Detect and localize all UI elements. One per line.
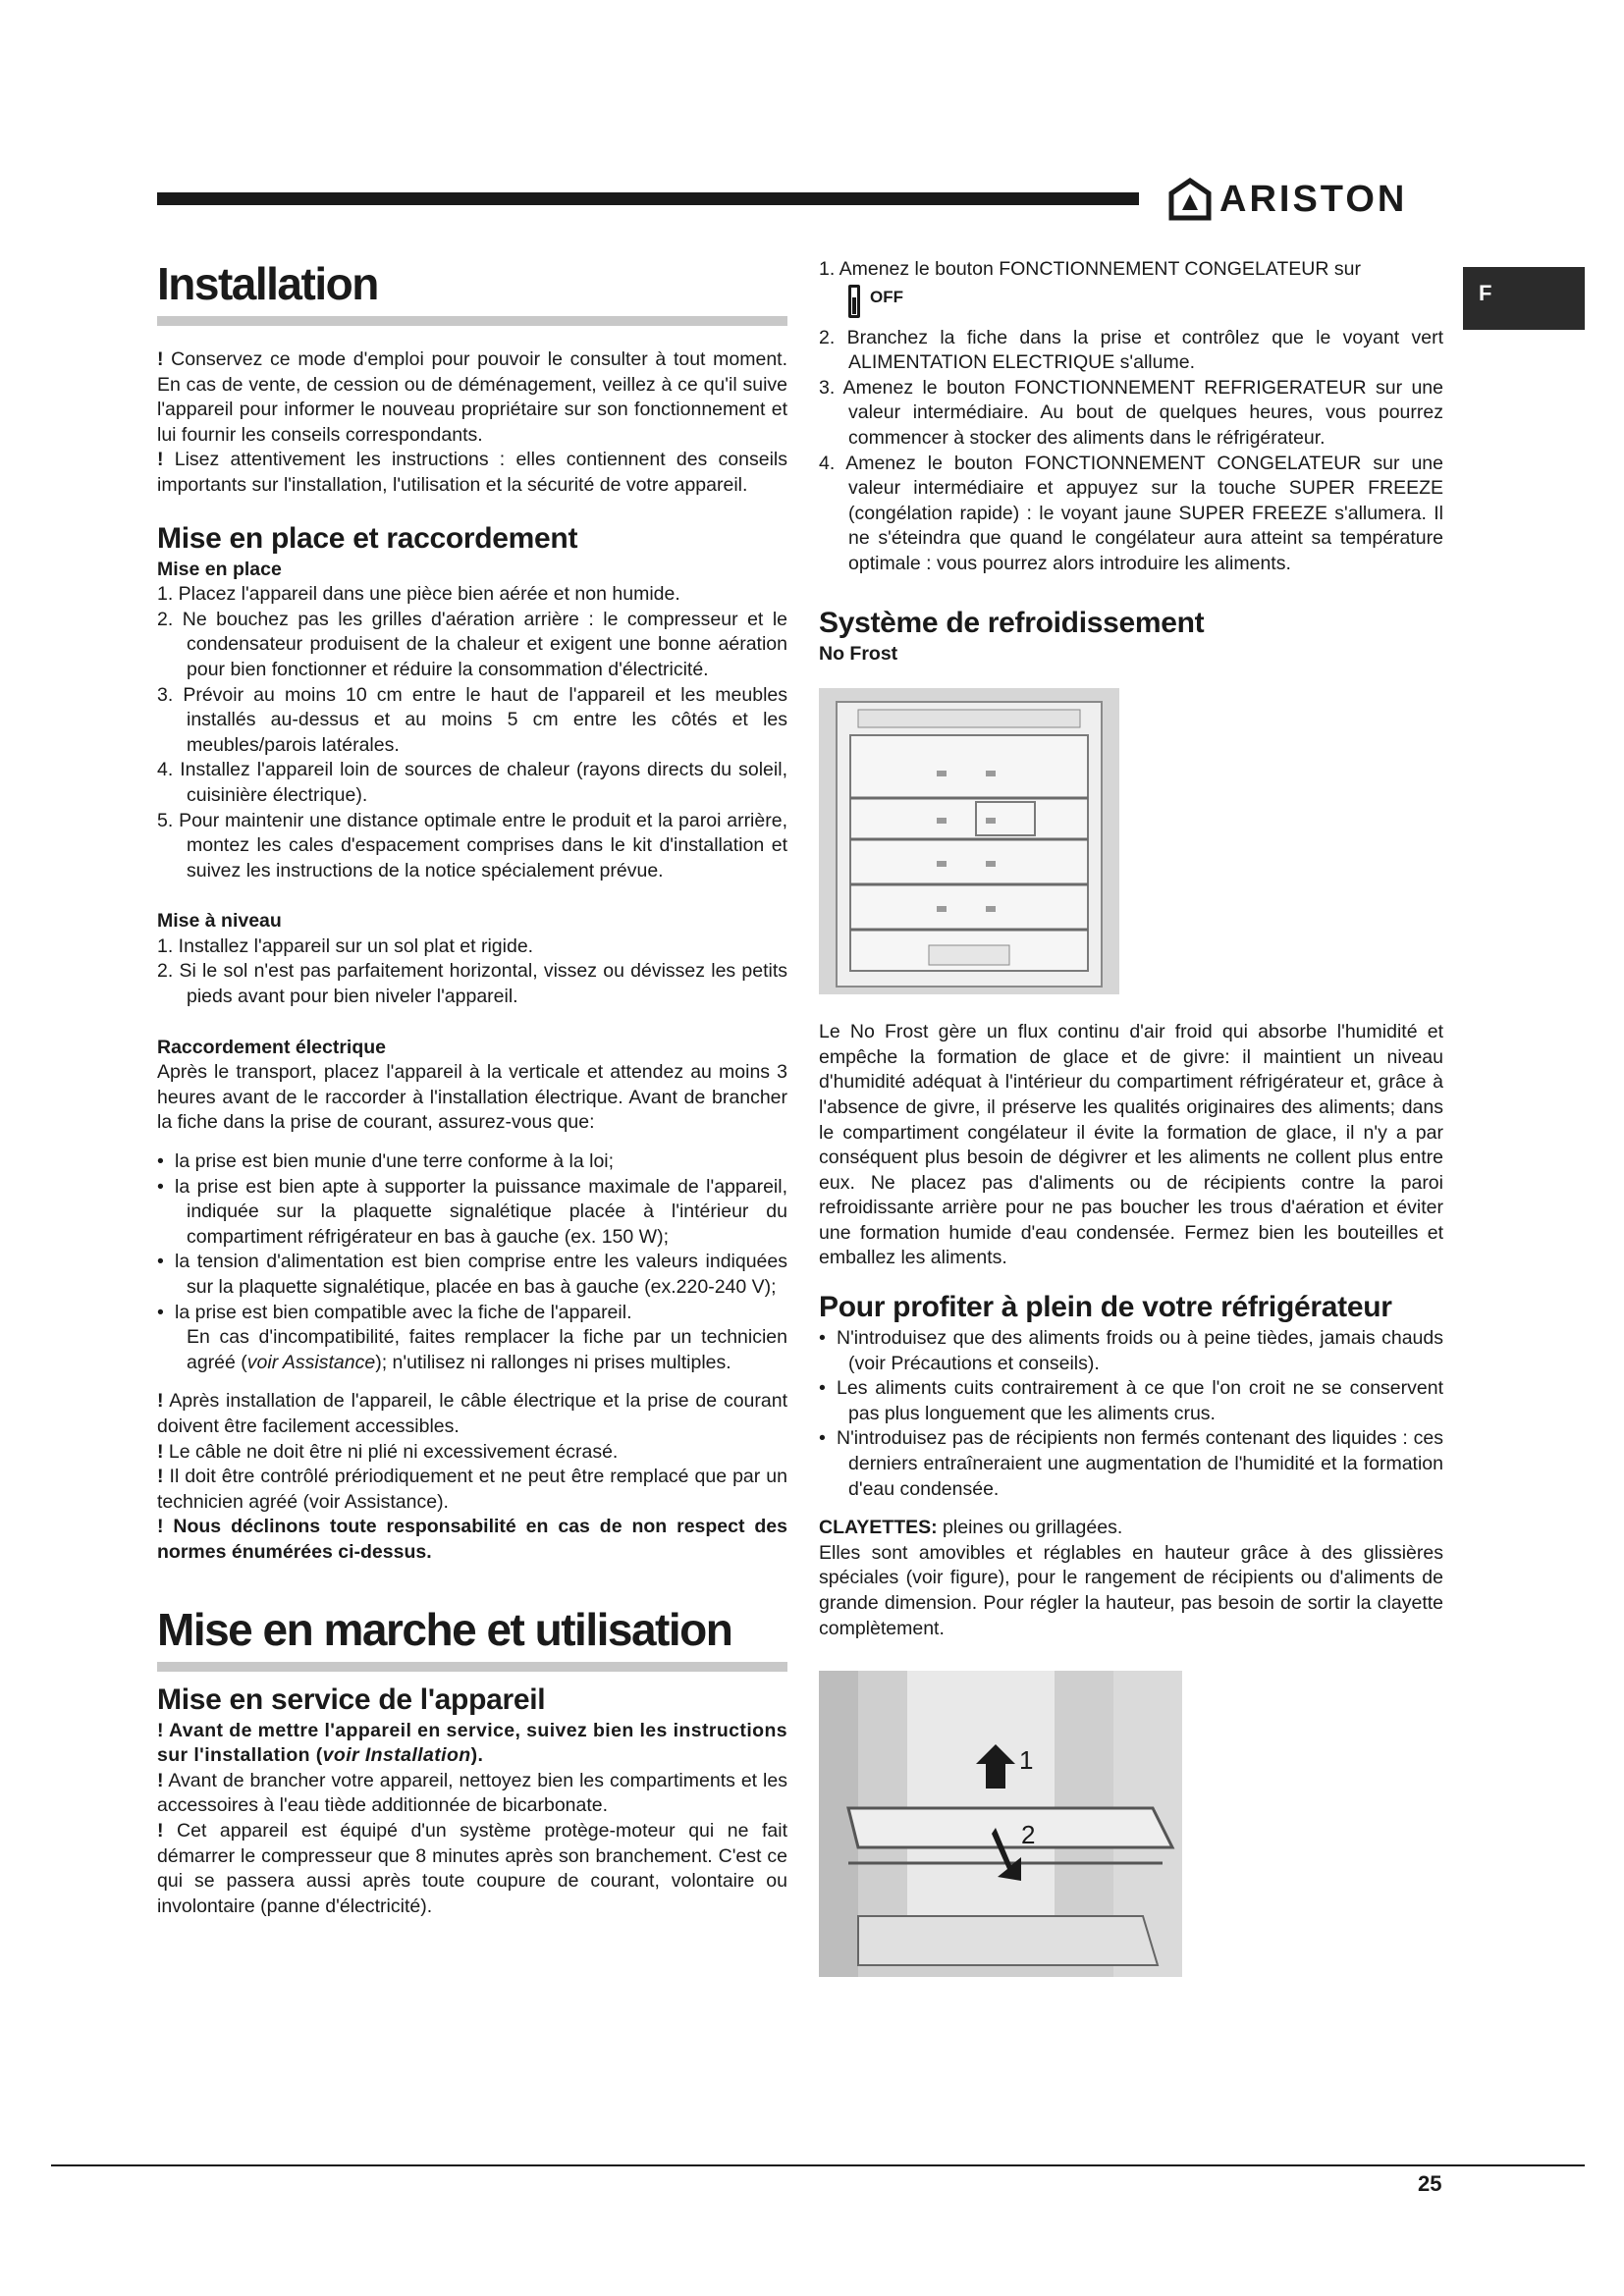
title-rule [157, 316, 787, 326]
electrical-subtitle: Raccordement électrique [157, 1036, 387, 1058]
brand-name: ARISTON [1219, 178, 1408, 220]
level-subtitle: Mise à niveau [157, 910, 282, 933]
startup-subtitle: Mise en service de l'appareil [157, 1682, 546, 1716]
list-item: • la tension d'alimentation est bien comprise entre les valeurs indiquées sur la plaquette signalétique, placée en bas à gauche (ex.220-240 V); [157, 1250, 787, 1300]
intro-para-2: ! Lisez attentivement les instructions : elles contiennent des conseils importants sur l'installation, l'utilisation et la sécurité de votre appareil. [157, 449, 787, 496]
cooling-subtitle: No Frost [819, 642, 898, 665]
placement-subtitle: Mise en place [157, 558, 282, 580]
list-item: 2. Ne bouchez pas les grilles d'aération arrière : le compresseur et le condensateur produisent de la chaleur et exigent une bonne aération pour bien fonctionner et réduire la consommation d'électricité. [157, 608, 787, 680]
intro-para-1: ! Conservez ce mode d'emploi pour pouvoir le consulter à tout moment. En cas de vente, de cession ou de déménagement, veillez à ce qu'il suive l'appareil pour informer le nouveau propriétaire sur son fonctionnement et lui fournir les conseils correspondants. [157, 348, 787, 446]
step-1-label: 1 [1019, 1745, 1034, 1776]
list-item: • Les aliments cuits contrairement à ce que l'on croit ne se conservent pas plus longuement que les aliments crus. [819, 1376, 1443, 1426]
disclaimer: ! Nous déclinons toute responsabilité en cas de non respect des normes énumérées ci-dessus. [157, 1516, 787, 1563]
shelf-illustration [819, 1671, 1182, 1977]
profit-title: Pour profiter à plein de votre réfrigérateur [819, 1291, 1392, 1324]
installation-title: Installation [157, 258, 378, 309]
warning-1: ! Après installation de l'appareil, le câble électrique et la prise de courant doivent être facilement accessibles. [157, 1390, 787, 1437]
warning-3: ! Il doit être contrôlé prériodiquement et ne peut être remplacé que par un technicien agréé (voir Assistance). [157, 1466, 787, 1513]
right-column [819, 257, 1443, 1977]
left-column [157, 257, 787, 1919]
incompatibility-note: En cas d'incompatibilité, faites remplacer la fiche par un technicien agréé (voir Assistance); n'utilisez ni rallonges ni prises multiples. [187, 1326, 787, 1373]
list-item: 3. Prévoir au moins 10 cm entre le haut de l'appareil et les meubles installés au-dessus et au moins 5 cm entre les côtés et les meubles/parois latérales. [157, 683, 787, 756]
list-item: • la prise est bien compatible avec la fiche de l'appareil. [157, 1301, 787, 1326]
list-item: 3. Amenez le bouton FONCTIONNEMENT REFRIGERATEUR sur une valeur intermédiaire. Au bout de quelques heures, vous pourrez commencer à stocker des aliments dans le réfrigérateur. [819, 376, 1443, 449]
shelves-label-line: CLAYETTES: pleines ou grillagées. [819, 1517, 1123, 1539]
startup-title: Mise en marche et utilisation [157, 1603, 732, 1655]
list-item: • N'introduisez pas de récipients non fermés contenant des liquides : ces derniers entraîneraient une augmentation de l'humidité et la formation d'eau condensée. [819, 1426, 1443, 1502]
title-rule [157, 1662, 787, 1672]
list-item: 1. Amenez le bouton FONCTIONNEMENT CONGELATEUR sur [819, 258, 1361, 280]
list-item: • N'introduisez que des aliments froids ou à peine tièdes, jamais chauds (voir Précautions et conseils). [819, 1326, 1443, 1376]
warning-2: ! Le câble ne doit être ni plié ni excessivement écrasé. [157, 1440, 619, 1463]
list-item: 4. Amenez le bouton FONCTIONNEMENT CONGELATEUR sur une valeur intermédiaire et appuyez sur la touche SUPER FREEZE (congélation rapide) : le voyant jaune SUPER FREEZE s'allumera. Il ne s'éteindra que quand le congélateur aura atteint sa température optimale : vous pourrez alors introduire les aliments. [819, 452, 1443, 574]
startup-bold-note: ! Avant de mettre l'appareil en service, suivez bien les instructions sur l'installation (voir Installation). [157, 1719, 788, 1767]
startup-para-2: ! Cet appareil est équipé d'un système protège-moteur qui ne fait démarrer le compresseur que 8 minutes après son branchement. C'est ce qui se passera aussi après toute coupure de courant, volontaire ou involontaire (panne d'électricité). [157, 1819, 787, 1917]
electrical-bullets [157, 1149, 787, 1325]
header-rule [157, 192, 1139, 205]
profit-bullets [819, 1326, 1443, 1502]
startup-para-1: ! Avant de brancher votre appareil, nettoyez bien les compartiments et les accessoires à l'eau tiède additionnée de bicarbonate. [157, 1769, 787, 1817]
placement-list [157, 582, 787, 883]
level-list [157, 934, 787, 1010]
language-tab: F [1463, 267, 1585, 330]
ariston-house-icon [1168, 178, 1212, 221]
cooling-title: Système de refroidissement [819, 606, 1205, 639]
list-item: • la prise est bien munie d'une terre conforme à la loi; [157, 1149, 787, 1175]
step-2-label: 2 [1021, 1820, 1036, 1850]
off-indicator: OFF [819, 285, 1443, 318]
list-item: 5. Pour maintenir une distance optimale entre le produit et la paroi arrière, montez les cales d'espacement comprises dans le kit d'installation et suivez les instructions de la notice spécialement prévue. [157, 809, 787, 881]
placement-title: Mise en place et raccordement [157, 521, 578, 555]
electrical-intro: Après le transport, placez l'appareil à la verticale et attendez au moins 3 heures avant de le raccorder à l'installation électrique. Avant de brancher la fiche dans la prise de courant, assurez-vous que: [157, 1061, 787, 1134]
nofrost-text: Le No Frost gère un flux continu d'air froid qui absorbe l'humidité et empêche la formation de glace et de givre: il maintient un niveau d'humidité adéquat à l'intérieur du compartiment réfrigérateur et, grâce à l'absence de givre, il préserve les qualités originaires des aliments; dans le compartiment congélateur il évite la formation de glace, il n'y a par conséquent plus besoin de dégivrer et les aliments ne collent plus entre eux. Ne placez pas d'aliments ou de récipients contre la paroi refroidissante arrière pour ne pas boucher les trous d'aération et éviter une formation humide d'eau condensée. Fermez bien les bouteilles et emballez les aliments. [819, 1021, 1443, 1269]
list-item: 2. Si le sol n'est pas parfaitement horizontal, vissez ou dévissez les petits pieds avant pour bien niveler l'appareil. [157, 960, 787, 1008]
list-item: 1. Installez l'appareil sur un sol plat et rigide. [157, 934, 534, 957]
page-number: 25 [1418, 2171, 1442, 2196]
startup-steps [819, 257, 1443, 577]
brand-logo [1168, 175, 1407, 224]
list-item: 4. Installez l'appareil loin de sources de chaleur (rayons directs du soleil, cuisinière électrique). [157, 759, 787, 806]
fridge-illustration [819, 688, 1119, 994]
list-item: 2. Branchez la fiche dans la prise et contrôlez que le voyant vert ALIMENTATION ELECTRIQUE s'allume. [819, 326, 1443, 374]
footer-rule [51, 2164, 1585, 2166]
list-item: • la prise est bien apte à supporter la puissance maximale de l'appareil, indiquée sur la plaquette signalétique placée à l'intérieur du compartiment réfrigérateur en bas à gauche (ex. 150 W); [157, 1175, 787, 1251]
shelves-text: Elles sont amovibles et réglables en hauteur grâce à des glissières spéciales (voir figure), pour le rangement de récipients ou d'aliments de grande dimension. Pour régler la hauteur, pas besoin de sortir la clayette complètement. [819, 1541, 1443, 1639]
list-item: 1. Placez l'appareil dans une pièce bien aérée et non humide. [157, 583, 680, 606]
switch-icon [848, 285, 860, 318]
